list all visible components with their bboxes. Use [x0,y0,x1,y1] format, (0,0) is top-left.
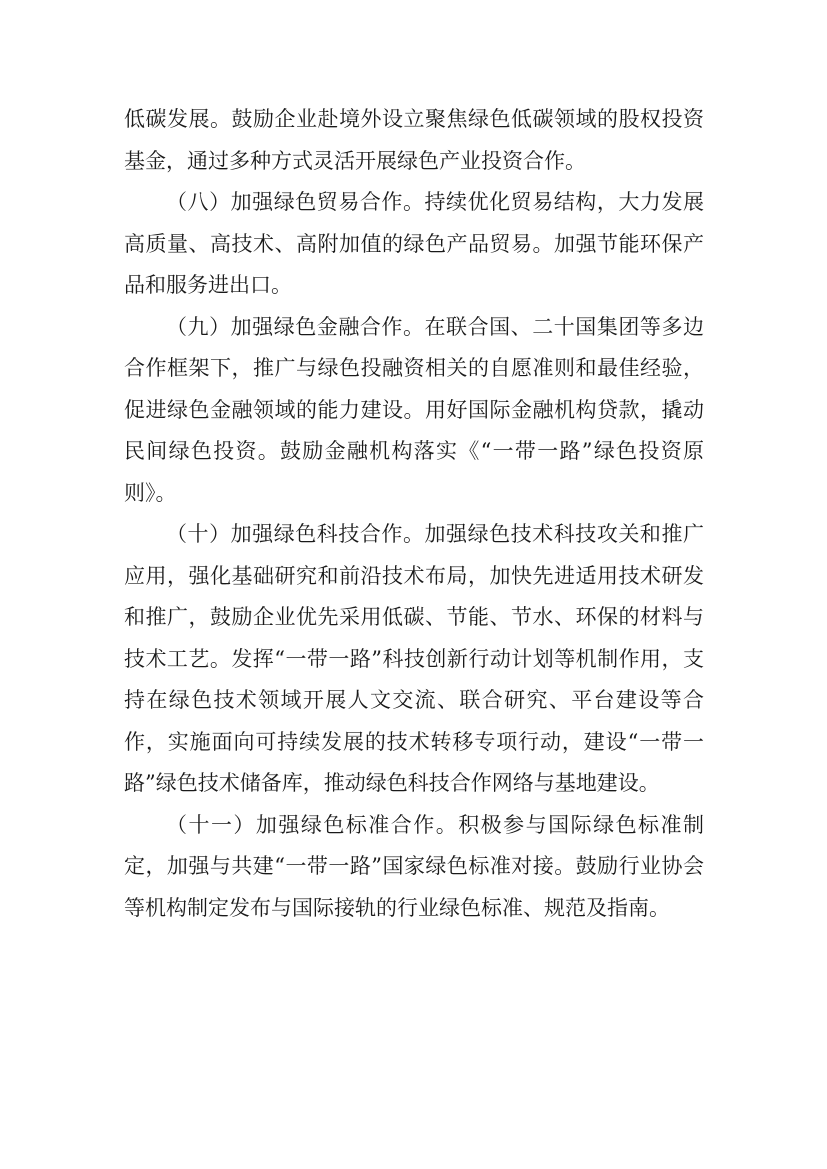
paragraph-green-trade: （八）加强绿色贸易合作。持续优化贸易结构，大力发展高质量、高技术、高附加值的绿色产品贸易。加强节能环保产品和服务进出口。 [124,190,704,297]
paragraph-green-finance: （九）加强绿色金融合作。在联合国、二十国集团等多边合作框架下，推广与绿色投融资相关的自愿准则和最佳经验，促进绿色金融领域的能力建设。用好国际金融机构贷款，撬动民间绿色投资。鼓励金融机构落实《“一带一路”绿色投资原则》。 [124,314,704,505]
paragraph-green-standards: （十一）加强绿色标准合作。积极参与国际绿色标准制定，加强与共建“一带一路”国家绿色标准对接。鼓励行业协会等机构制定发布与国际接轨的行业绿色标准、规范及指南。 [124,812,704,920]
document-body [124,99,704,929]
paragraph-continuation: 低碳发展。鼓励企业赴境外设立聚焦绿色低碳领域的股权投资基金，通过多种方式灵活开展绿色产业投资合作。 [124,107,704,173]
paragraph-green-technology: （十）加强绿色科技合作。加强绿色技术科技攻关和推广应用，强化基础研究和前沿技术布局，加快先进适用技术研发和推广，鼓励企业优先采用低碳、节能、节水、环保的材料与技术工艺。发挥“一带一路”科技创新行动计划等机制作用，支持在绿色技术领域开展人文交流、联合研究、平台建设等合作，实施面向可持续发展的技术转移专项行动，建设“一带一路”绿色技术储备库，推动绿色科技合作网络与基地建设。 [124,522,704,795]
